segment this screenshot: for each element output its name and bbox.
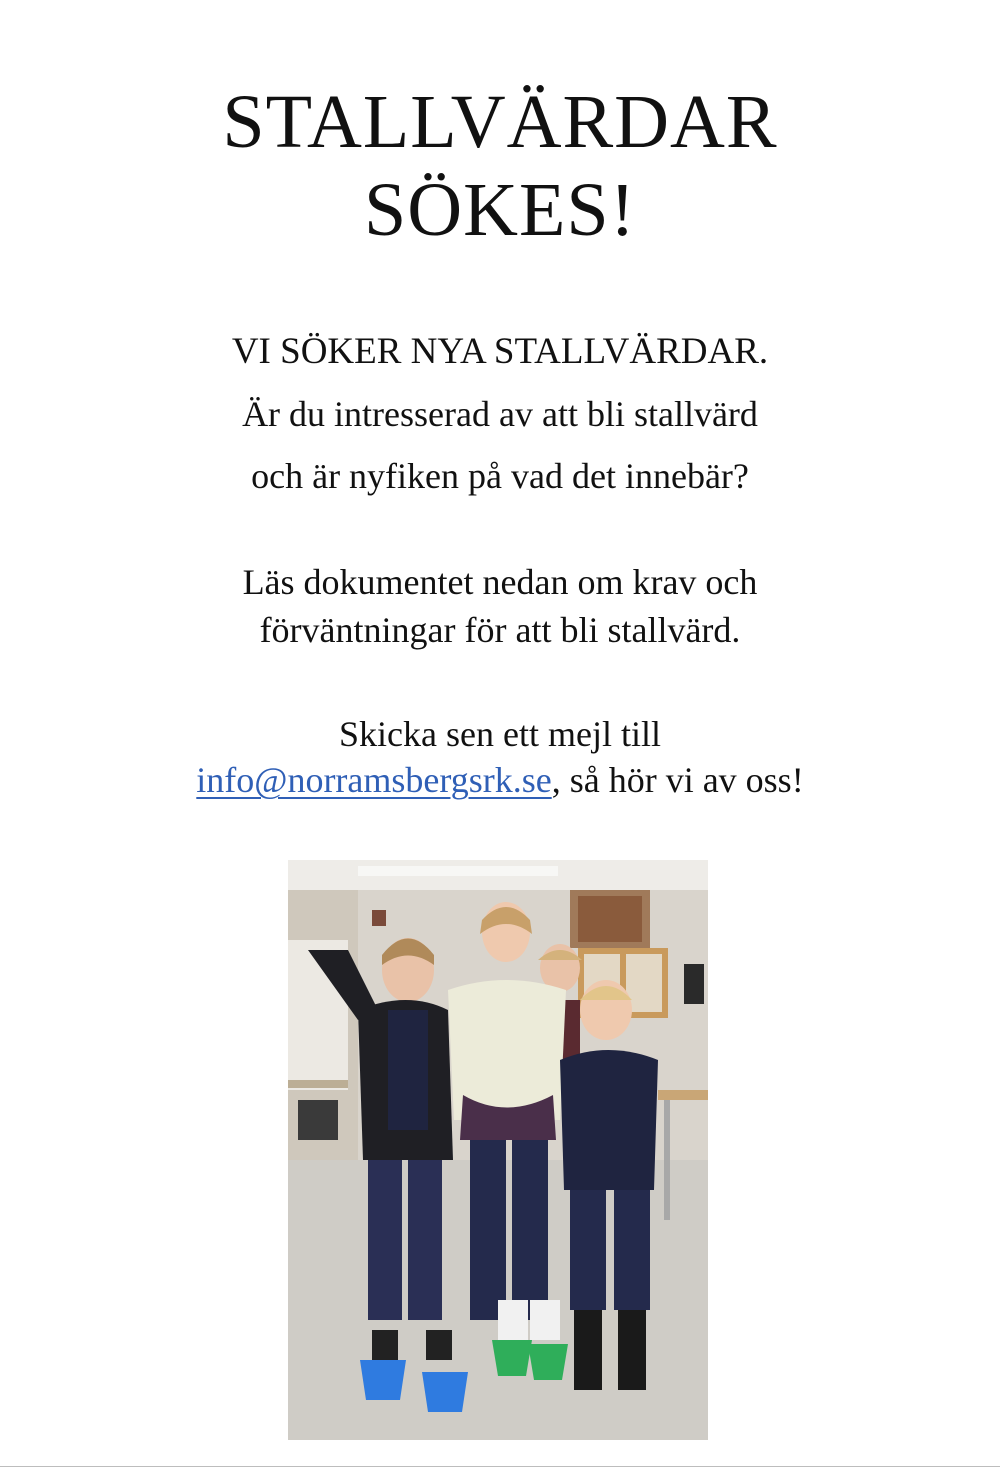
contact-line-1: Skicka sen ett mejl till: [339, 714, 661, 754]
title-line-2: SÖKES!: [363, 168, 637, 252]
question-line-2: och är nyfiken på vad det innebär?: [251, 456, 749, 496]
email-link[interactable]: info@norramsbergsrk.se: [196, 760, 552, 800]
title-line-1: STALLVÄRDAR: [222, 80, 778, 164]
document-line-1: Läs dokumentet nedan om krav och: [242, 562, 758, 602]
headline: VI SÖKER NYA STALLVÄRDAR.: [231, 331, 769, 372]
bottom-divider: [0, 1466, 1000, 1467]
poster-title: [0, 78, 1000, 254]
four-girls-photo: [288, 860, 708, 1440]
contact-suffix: , så hör vi av oss!: [551, 760, 804, 800]
document-line-2: förväntningar för att bli stallvärd.: [259, 610, 741, 650]
contact-line-2: [0, 758, 1000, 802]
question-line-1: Är du intresserad av att bli stallvärd: [242, 394, 758, 434]
